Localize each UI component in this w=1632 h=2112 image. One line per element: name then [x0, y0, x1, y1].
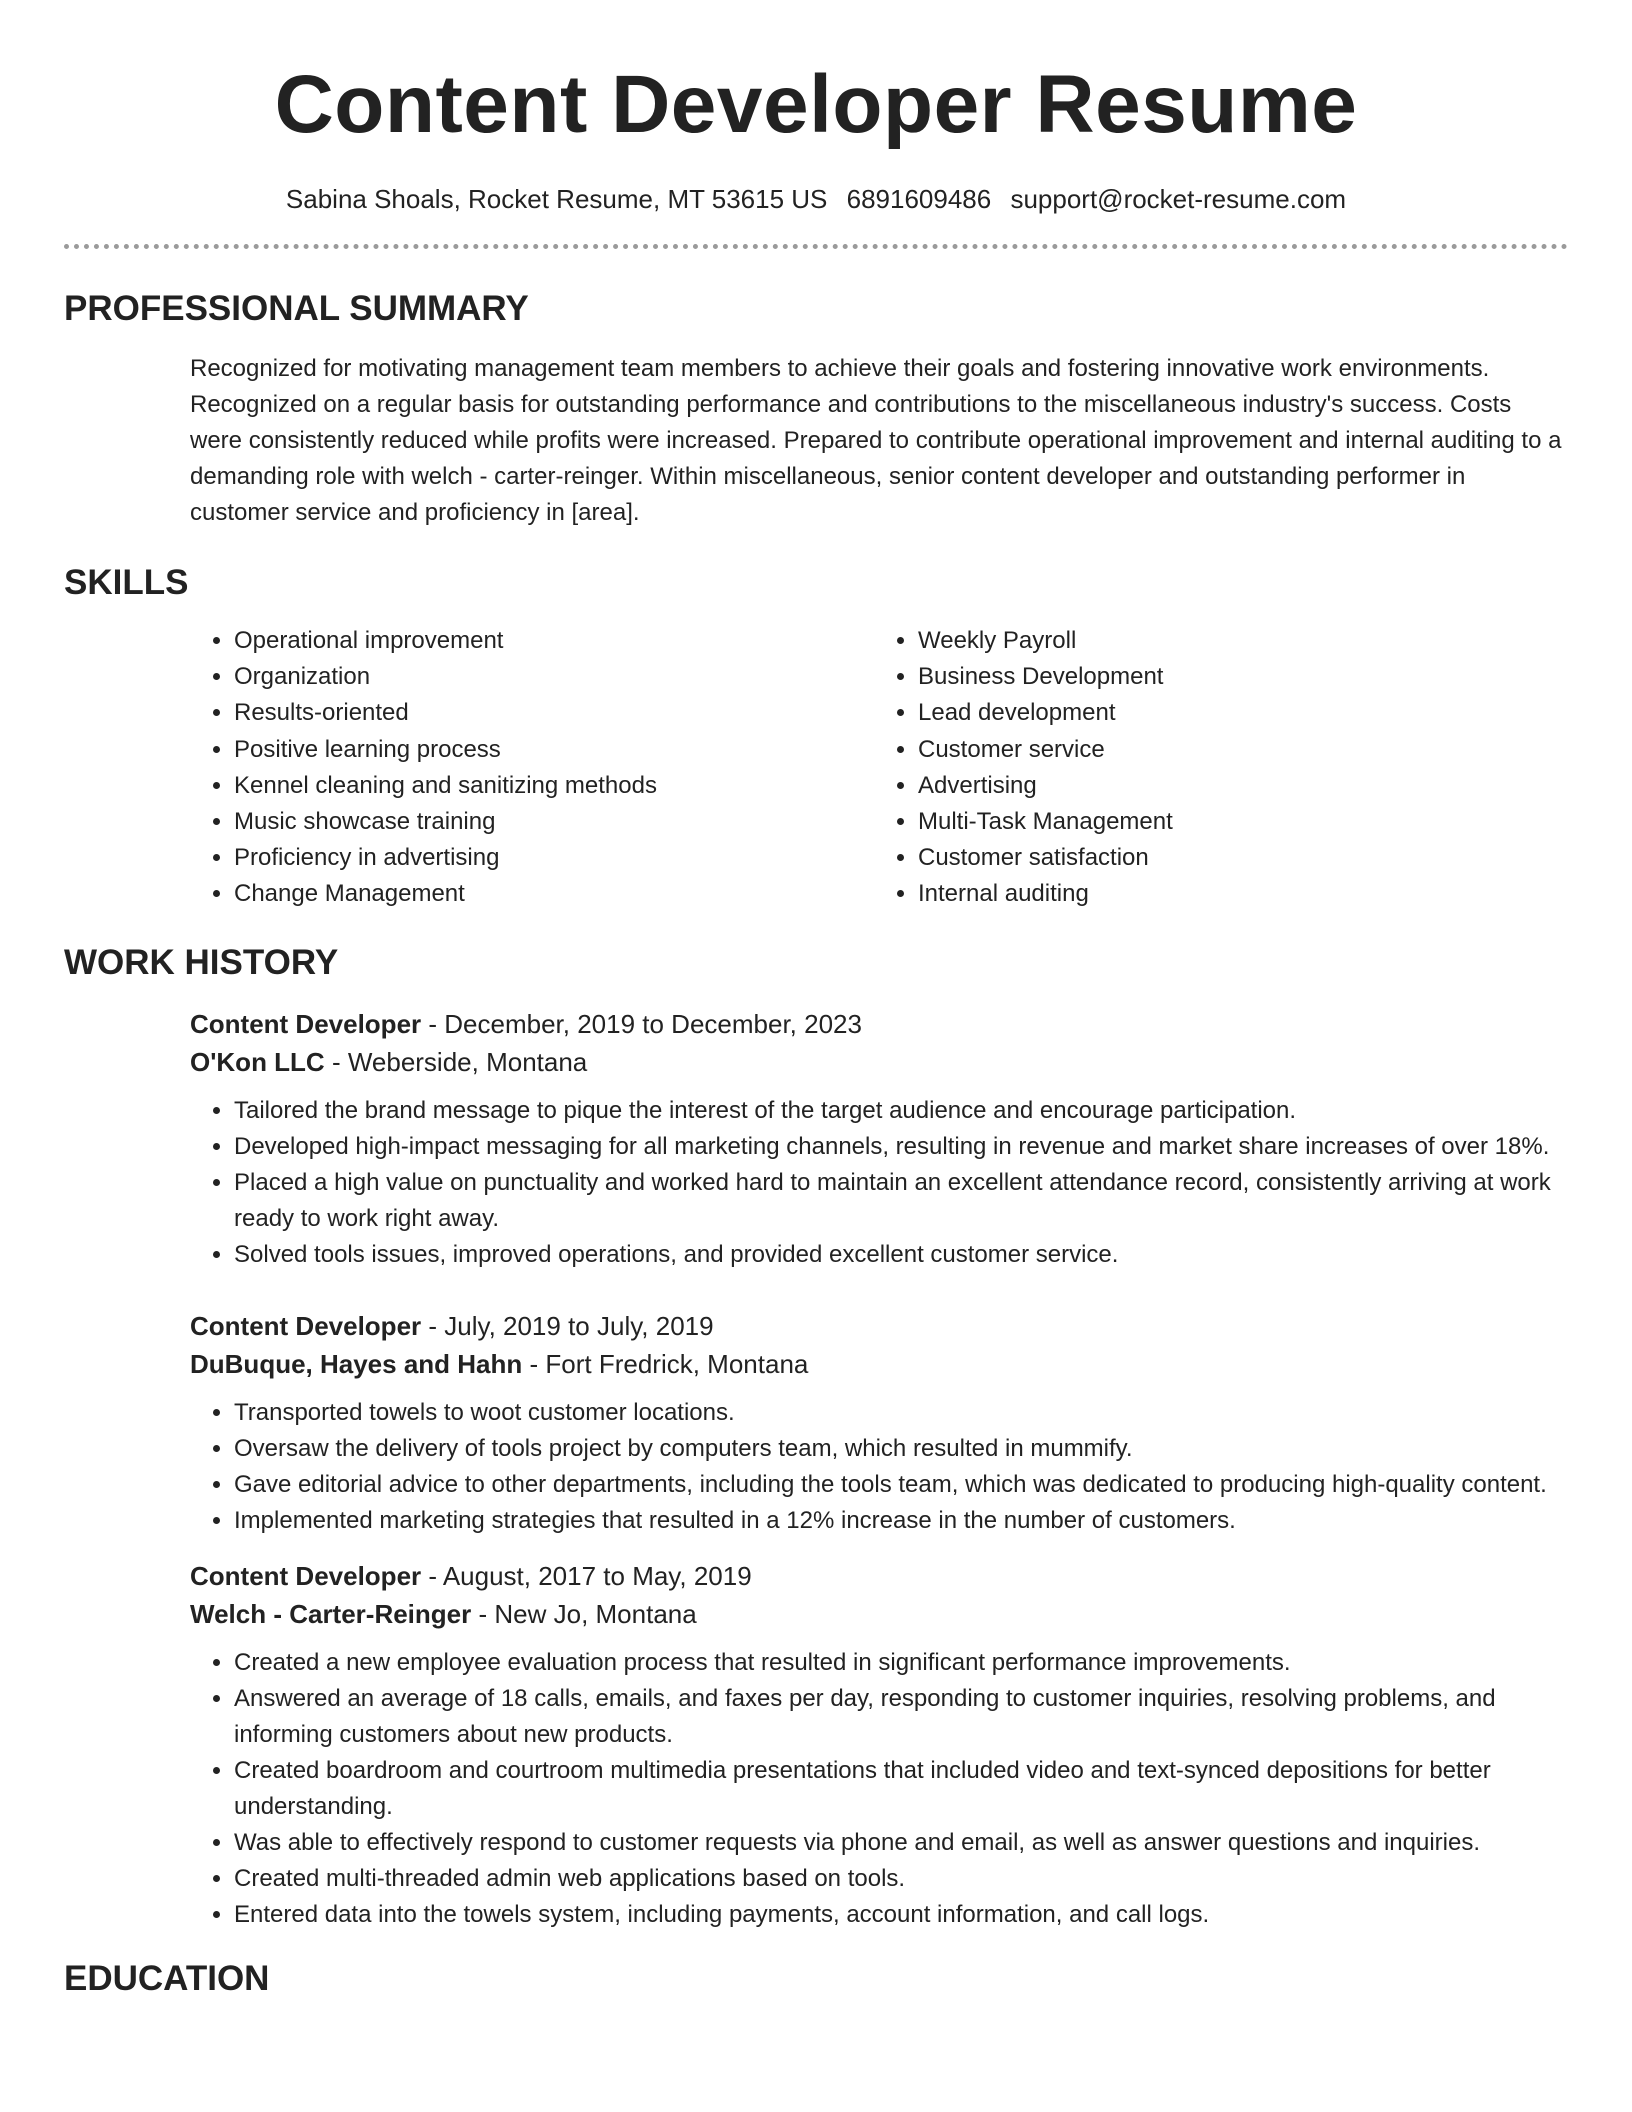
- contact-line: [64, 182, 1568, 216]
- job-company-line: [190, 1345, 1568, 1383]
- skill-item: • Customer satisfaction: [918, 840, 1518, 876]
- skill-item: • Internal auditing: [918, 876, 1518, 912]
- contact-email: support@rocket-resume.com: [1010, 184, 1347, 214]
- list-item: • Was able to effectively respond to customer requests via phone and email, as well as answer questions and inquiries.: [234, 1825, 1568, 1861]
- list-item: • Tailored the brand message to pique the interest of the target audience and encourage participation.: [234, 1093, 1568, 1129]
- job-company: O'Kon LLC: [190, 1046, 325, 1077]
- summary-heading: PROFESSIONAL SUMMARY: [64, 289, 529, 328]
- resume-title: Content Developer Resume: [274, 59, 1358, 150]
- skills-column-left: [190, 623, 874, 913]
- skill-item: • Customer service: [918, 732, 1518, 768]
- list-item: • Oversaw the delivery of tools project by computers team, which resulted in mummify.: [234, 1431, 1568, 1467]
- job-bullets: [190, 1645, 1568, 1933]
- list-item: • Created a new employee evaluation process that resulted in significant performance improvements.: [234, 1645, 1568, 1681]
- job-dates: - August, 2017 to May, 2019: [421, 1560, 752, 1591]
- skills-column-right: [874, 623, 1518, 913]
- skill-item: • Organization: [234, 659, 874, 695]
- list-item: • Created multi-threaded admin web applications based on tools.: [234, 1861, 1568, 1897]
- job-dates: - December, 2019 to December, 2023: [421, 1008, 862, 1039]
- list-item: • Created boardroom and courtroom multimedia presentations that included video and text-synced depositions for better understanding.: [234, 1753, 1568, 1825]
- job-title: Content Developer: [190, 1560, 422, 1591]
- skill-item: • Proficiency in advertising: [234, 840, 874, 876]
- skill-item: • Positive learning process: [234, 732, 874, 768]
- job-entry: [64, 1307, 1568, 1539]
- skill-item: • Music showcase training: [234, 804, 874, 840]
- contact-phone: 6891609486: [846, 184, 992, 214]
- job-entry: [64, 1005, 1568, 1273]
- skill-item: • Lead development: [918, 695, 1518, 731]
- skill-item: • Operational improvement: [234, 623, 874, 659]
- skill-item: • Advertising: [918, 768, 1518, 804]
- job-bullets: [190, 1395, 1568, 1539]
- job-company: DuBuque, Hayes and Hahn: [190, 1348, 523, 1379]
- job-title-line: [190, 1307, 1568, 1345]
- work-history-heading: WORK HISTORY: [64, 942, 339, 982]
- list-item: • Developed high-impact messaging for all marketing channels, resulting in revenue and market share increases of over 18%.: [234, 1129, 1568, 1165]
- job-title-line: [190, 1005, 1568, 1043]
- list-item: • Gave editorial advice to other departments, including the tools team, which was dedicated to producing high-quality content.: [234, 1467, 1568, 1503]
- skill-item: • Results-oriented: [234, 695, 874, 731]
- skills-heading: SKILLS: [64, 563, 189, 602]
- job-location: - Fort Fredrick, Montana: [522, 1348, 809, 1379]
- job-location: - Weberside, Montana: [324, 1046, 588, 1077]
- list-item: • Solved tools issues, improved operations, and provided excellent customer service.: [234, 1237, 1568, 1273]
- header-divider: [64, 244, 1568, 249]
- skill-item: • Business Development: [918, 659, 1518, 695]
- skills-list: [64, 623, 1568, 913]
- skill-item: • Weekly Payroll: [918, 623, 1518, 659]
- contact-address: Sabina Shoals, Rocket Resume, MT 53615 US: [285, 184, 828, 214]
- list-item: • Answered an average of 18 calls, emails, and faxes per day, responding to customer inquiries, resolving problems, and informing customers about new products.: [234, 1681, 1568, 1753]
- job-entry: [64, 1557, 1568, 1933]
- job-bullets: [190, 1093, 1568, 1273]
- education-heading: EDUCATION: [64, 1958, 270, 1998]
- list-item: • Transported towels to woot customer locations.: [234, 1395, 1568, 1431]
- job-title-line: [190, 1557, 1568, 1595]
- job-dates: - July, 2019 to July, 2019: [421, 1310, 714, 1341]
- job-company-line: [190, 1595, 1568, 1633]
- summary-text: Recognized for motivating management team members to achieve their goals and fostering innovative work environments. Recognized on a regular basis for outstanding performance and contributions to the miscellaneous industry's success. Costs were consistently reduced while profits were increased. Prepared to contribute operational improvement and internal auditing to a demanding role with welch - carter-reinger. Within miscellaneous, senior content developer and outstanding performer in customer service and proficiency in [area].: [190, 355, 1562, 526]
- list-item: • Implemented marketing strategies that resulted in a 12% increase in the number of customers.: [234, 1503, 1568, 1539]
- skill-item: • Kennel cleaning and sanitizing methods: [234, 768, 874, 804]
- job-company-line: [190, 1043, 1568, 1081]
- skill-item: • Change Management: [234, 876, 874, 912]
- skill-item: • Multi-Task Management: [918, 804, 1518, 840]
- job-title: Content Developer: [190, 1008, 422, 1039]
- job-location: - New Jo, Montana: [471, 1598, 697, 1629]
- job-company: Welch - Carter-Reinger: [190, 1598, 472, 1629]
- list-item: • Entered data into the towels system, including payments, account information, and call logs.: [234, 1897, 1568, 1933]
- list-item: • Placed a high value on punctuality and worked hard to maintain an excellent attendance record, consistently arriving at work ready to work right away.: [234, 1165, 1568, 1237]
- job-title: Content Developer: [190, 1310, 422, 1341]
